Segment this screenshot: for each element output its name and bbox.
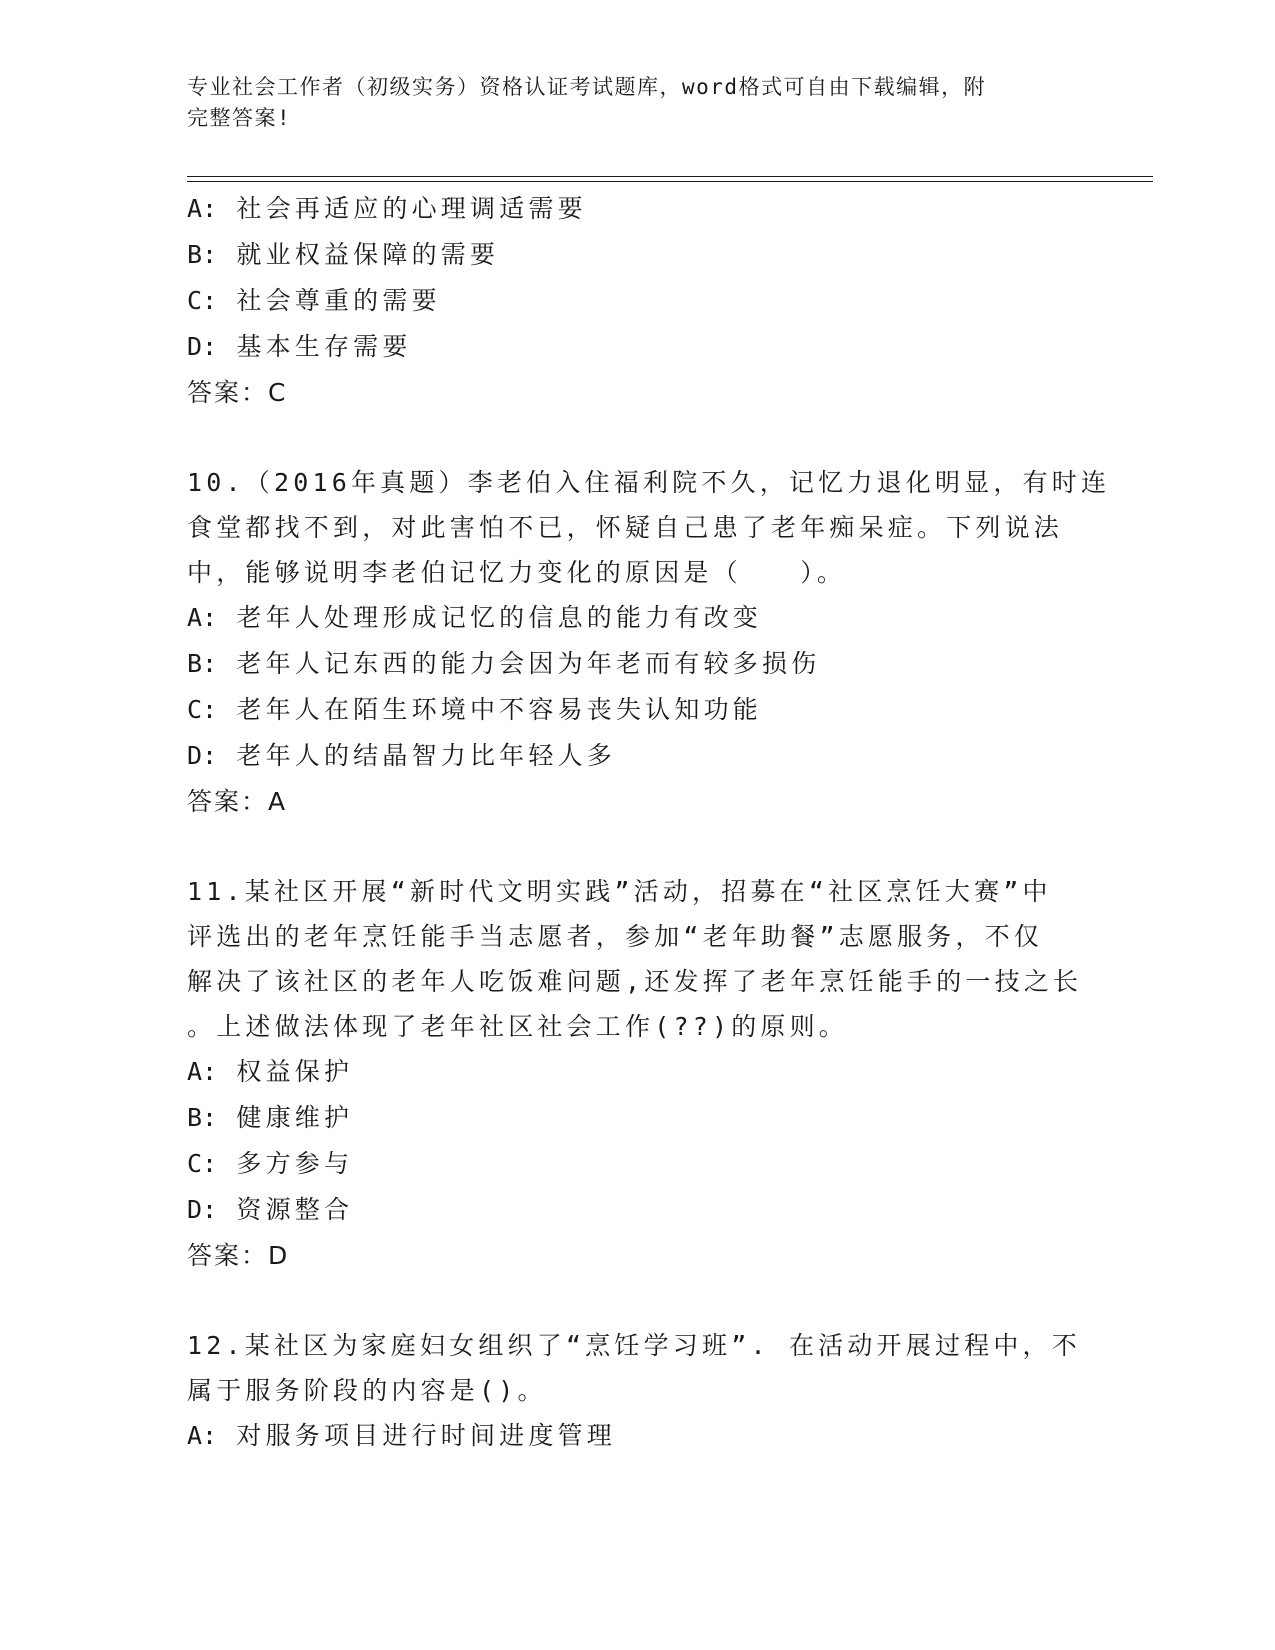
question-stem-line: 中，能够说明李老伯记忆力变化的原因是（ ）。 — [187, 558, 847, 587]
option-a: A: 对服务项目进行时间进度管理 — [187, 1421, 616, 1450]
answer-label: 答案：A — [187, 787, 288, 816]
answer-label: 答案：D — [187, 1241, 290, 1270]
option-a: A: 权益保护 — [187, 1057, 354, 1086]
question-stem-line: 解决了该社区的老年人吃饭难问题,还发挥了老年烹饪能手的一技之长 — [187, 967, 1083, 996]
question-11 — [187, 869, 1087, 1279]
option-d: D: 资源整合 — [187, 1195, 354, 1224]
question-stem-line: 食堂都找不到，对此害怕不已，怀疑自己患了老年痴呆症。下列说法 — [187, 513, 1064, 542]
option-c: C: 社会尊重的需要 — [187, 286, 441, 315]
option-b: B: 健康维护 — [187, 1103, 354, 1132]
question-stem-line: 评选出的老年烹饪能手当志愿者，参加“老年助餐”志愿服务，不仅 — [187, 922, 1044, 951]
answer-label: 答案：C — [187, 378, 288, 407]
question-stem-line: 属于服务阶段的内容是()。 — [187, 1376, 547, 1405]
question-stem-line: 10.（2016年真题）李老伯入住福利院不久，记忆力退化明显，有时连 — [187, 468, 1111, 497]
option-c: C: 多方参与 — [187, 1149, 354, 1178]
header-title-line-2: 完整答案! — [187, 106, 292, 130]
option-a: A: 老年人处理形成记忆的信息的能力有改变 — [187, 603, 762, 632]
option-d: D: 基本生存需要 — [187, 332, 412, 361]
header-title-line-1: 专业社会工作者（初级实务）资格认证考试题库，word格式可自由下载编辑，附 — [187, 75, 987, 99]
question-stem-line: 。上述做法体现了老年社区社会工作(??)的原则。 — [187, 1012, 849, 1041]
document-header — [187, 72, 1067, 134]
header-divider-top — [187, 176, 1153, 177]
question-list — [187, 186, 1111, 1459]
question-10 — [187, 460, 1111, 825]
header-divider-bottom — [187, 181, 1153, 182]
question-9 — [187, 186, 1087, 416]
question-stem-line: 11.某社区开展“新时代文明实践”活动，招募在“社区烹饪大赛”中 — [187, 877, 1052, 906]
question-12 — [187, 1323, 1087, 1459]
option-b: B: 老年人记东西的能力会因为年老而有较多损伤 — [187, 649, 821, 678]
option-d: D: 老年人的结晶智力比年轻人多 — [187, 741, 616, 770]
question-stem-line: 12.某社区为家庭妇女组织了“烹饪学习班”. 在活动开展过程中，不 — [187, 1331, 1081, 1360]
option-a: A: 社会再适应的心理调适需要 — [187, 194, 587, 223]
option-b: B: 就业权益保障的需要 — [187, 240, 500, 269]
option-c: C: 老年人在陌生环境中不容易丧失认知功能 — [187, 695, 762, 724]
